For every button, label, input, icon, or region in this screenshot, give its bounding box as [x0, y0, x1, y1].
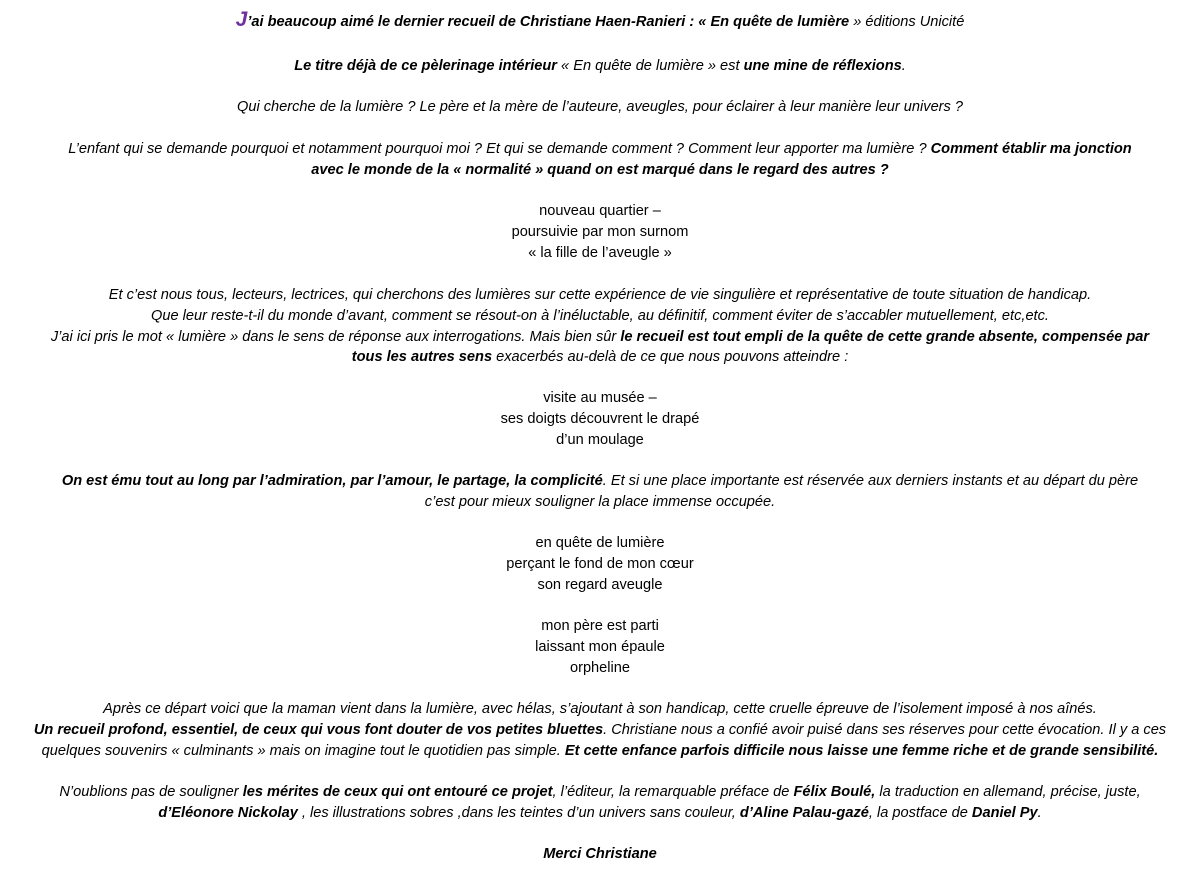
child-paragraph: L’enfant qui se demande pourquoi et notamment pourquoi moi ? Et qui se demande comment ? Comment leur apporter ma lumière ? Comment établir ma jonction avec le monde de la « normalité » quand on est marqué dans le regard des autres ?	[68, 141, 1132, 178]
emotion-paragraph: On est ému tout au long par l’admiration, par l’amour, le partage, la complicité. Et si une place importante est réservée aux derniers instants et au départ du père c’est pour mieux souligner la place immense occupée.	[61, 473, 1139, 510]
intro-paragraph: J’ai beaucoup aimé le dernier recueil de Christiane Haen-Ranieri : « En quête de lumière » éditions Unicité	[235, 8, 965, 31]
question-paragraph: Qui cherche de la lumière ? Le père et la mère de l’auteure, aveugles, pour éclairer à leur manière leur univers ?	[236, 99, 964, 115]
readers-paragraph: Et c’est nous tous, lecteurs, lectrices, qui cherchons des lumières sur cette expérience de vie singulière et représentative de toute situation de handicap. Que leur reste-t-il du monde d’avant, comment se résout-on à l’inéluctable, au définitif, comment éviter de s’accabler mutuellement, etc,etc. J’ai ici pris le mot « lumière » dans le sens de réponse aux interrogations. Mais bien sûr le recueil est tout empli de la quête de cette grande absente, compensée par tous les autres sens exacerbés au-delà de ce que nous pouvons atteindre :	[50, 287, 1150, 366]
haiku-4: mon père est parti laissant mon épaule orpheline	[535, 618, 665, 676]
haiku-2: visite au musée – ses doigts découvrent le drapé d’un moulage	[500, 390, 700, 448]
haiku-3: en quête de lumière perçant le fond de mon cœur son regard aveugle	[506, 535, 694, 593]
credits-paragraph: N’oublions pas de souligner les mérites de ceux qui ont entouré ce projet, l’éditeur, la remarquable préface de Félix Boulé, la traduction en allemand, précise, juste, d’Eléonore Nickolay , les illustrations sobres ,dans les teintes d’un univers sans couleur, d’Aline Palau-gazé, la postface de Daniel Py.	[59, 784, 1141, 821]
mother-paragraph: Après ce départ voici que la maman vient dans la lumière, avec hélas, s’ajoutant à son handicap, cette cruelle épreuve de l’isolement imposé à nos aînés. Un recueil profond, essentiel, de ceux qui vous font douter de vos petites bluettes. Christiane nous a confié avoir puisé dans ses réserves pour cette évocation. Il y a ces quelques souvenirs « culminants » mais on imagine tout le quotidien pas simple. Et cette enfance parfois difficile nous laisse une femme riche et de grande sensibilité.	[33, 701, 1167, 759]
haiku-1: nouveau quartier – poursuivie par mon surnom « la fille de l’aveugle »	[511, 203, 689, 261]
closing-signature: Merci Christiane	[543, 846, 657, 862]
title-paragraph: Le titre déjà de ce pèlerinage intérieur « En quête de lumière » est une mine de réflexions.	[294, 58, 906, 74]
drop-cap: J	[235, 8, 248, 31]
